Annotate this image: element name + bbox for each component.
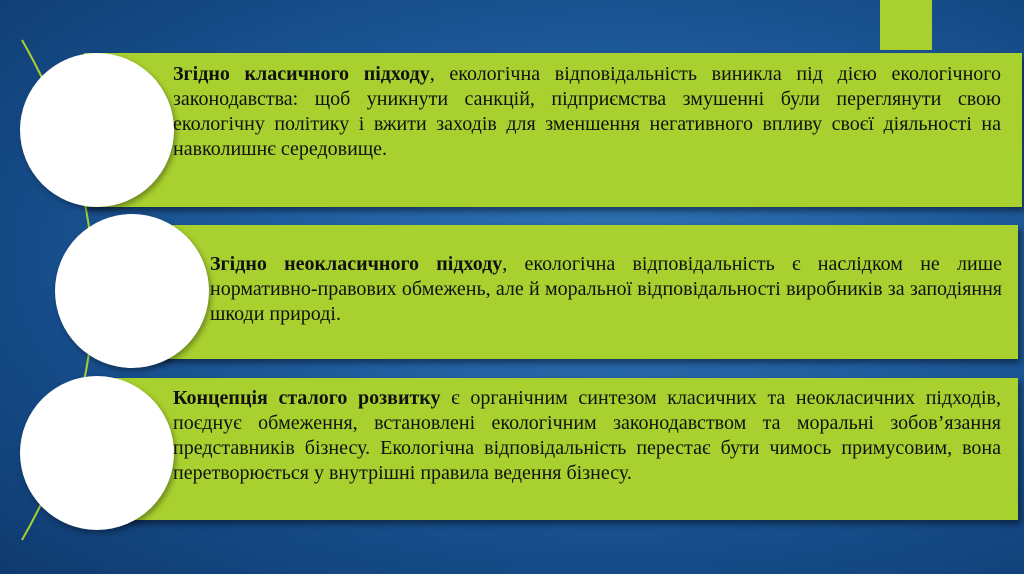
approach-text-neoclassical [210, 252, 1002, 327]
bullet-circle-1 [20, 53, 174, 207]
approach-text-classical [173, 62, 1001, 162]
approach-title: Згідно неокласичного підходу [210, 253, 503, 275]
approach-description: , екологічна відповідальність виникла під дією екологічного законодавства: щоб уникнути санкцій, підприємства змушенні були переглянути свою екологічну політику і вжити заходів для зменшення негативного впливу своєї діяльності на навколишнє середовище. [173, 63, 1001, 160]
corner-accent-tab [880, 0, 932, 50]
bullet-circle-3 [20, 376, 174, 530]
approach-title: Концепція сталого розвитку [173, 387, 441, 409]
approach-title: Згідно класичного підходу [173, 63, 430, 85]
approach-description: , екологічна відповідальність є наслідком не лише нормативно-правових обмежень, але й моральної відповідальності виробників за заподіяння шкоди природі. [210, 253, 1002, 325]
bullet-circle-2 [55, 214, 209, 368]
approach-description: є органічним синтезом класичних та неокласичних підходів, поєднує обмеження, встановлені екологічним законодавством та моральні зобов’язання представників бізнесу. Екологічна відповідальність перестає бути чимось примусовим, вона перетворюється у внутрішні правила ведення бізнесу. [173, 387, 1002, 484]
approach-text-sustainable [173, 386, 1001, 486]
